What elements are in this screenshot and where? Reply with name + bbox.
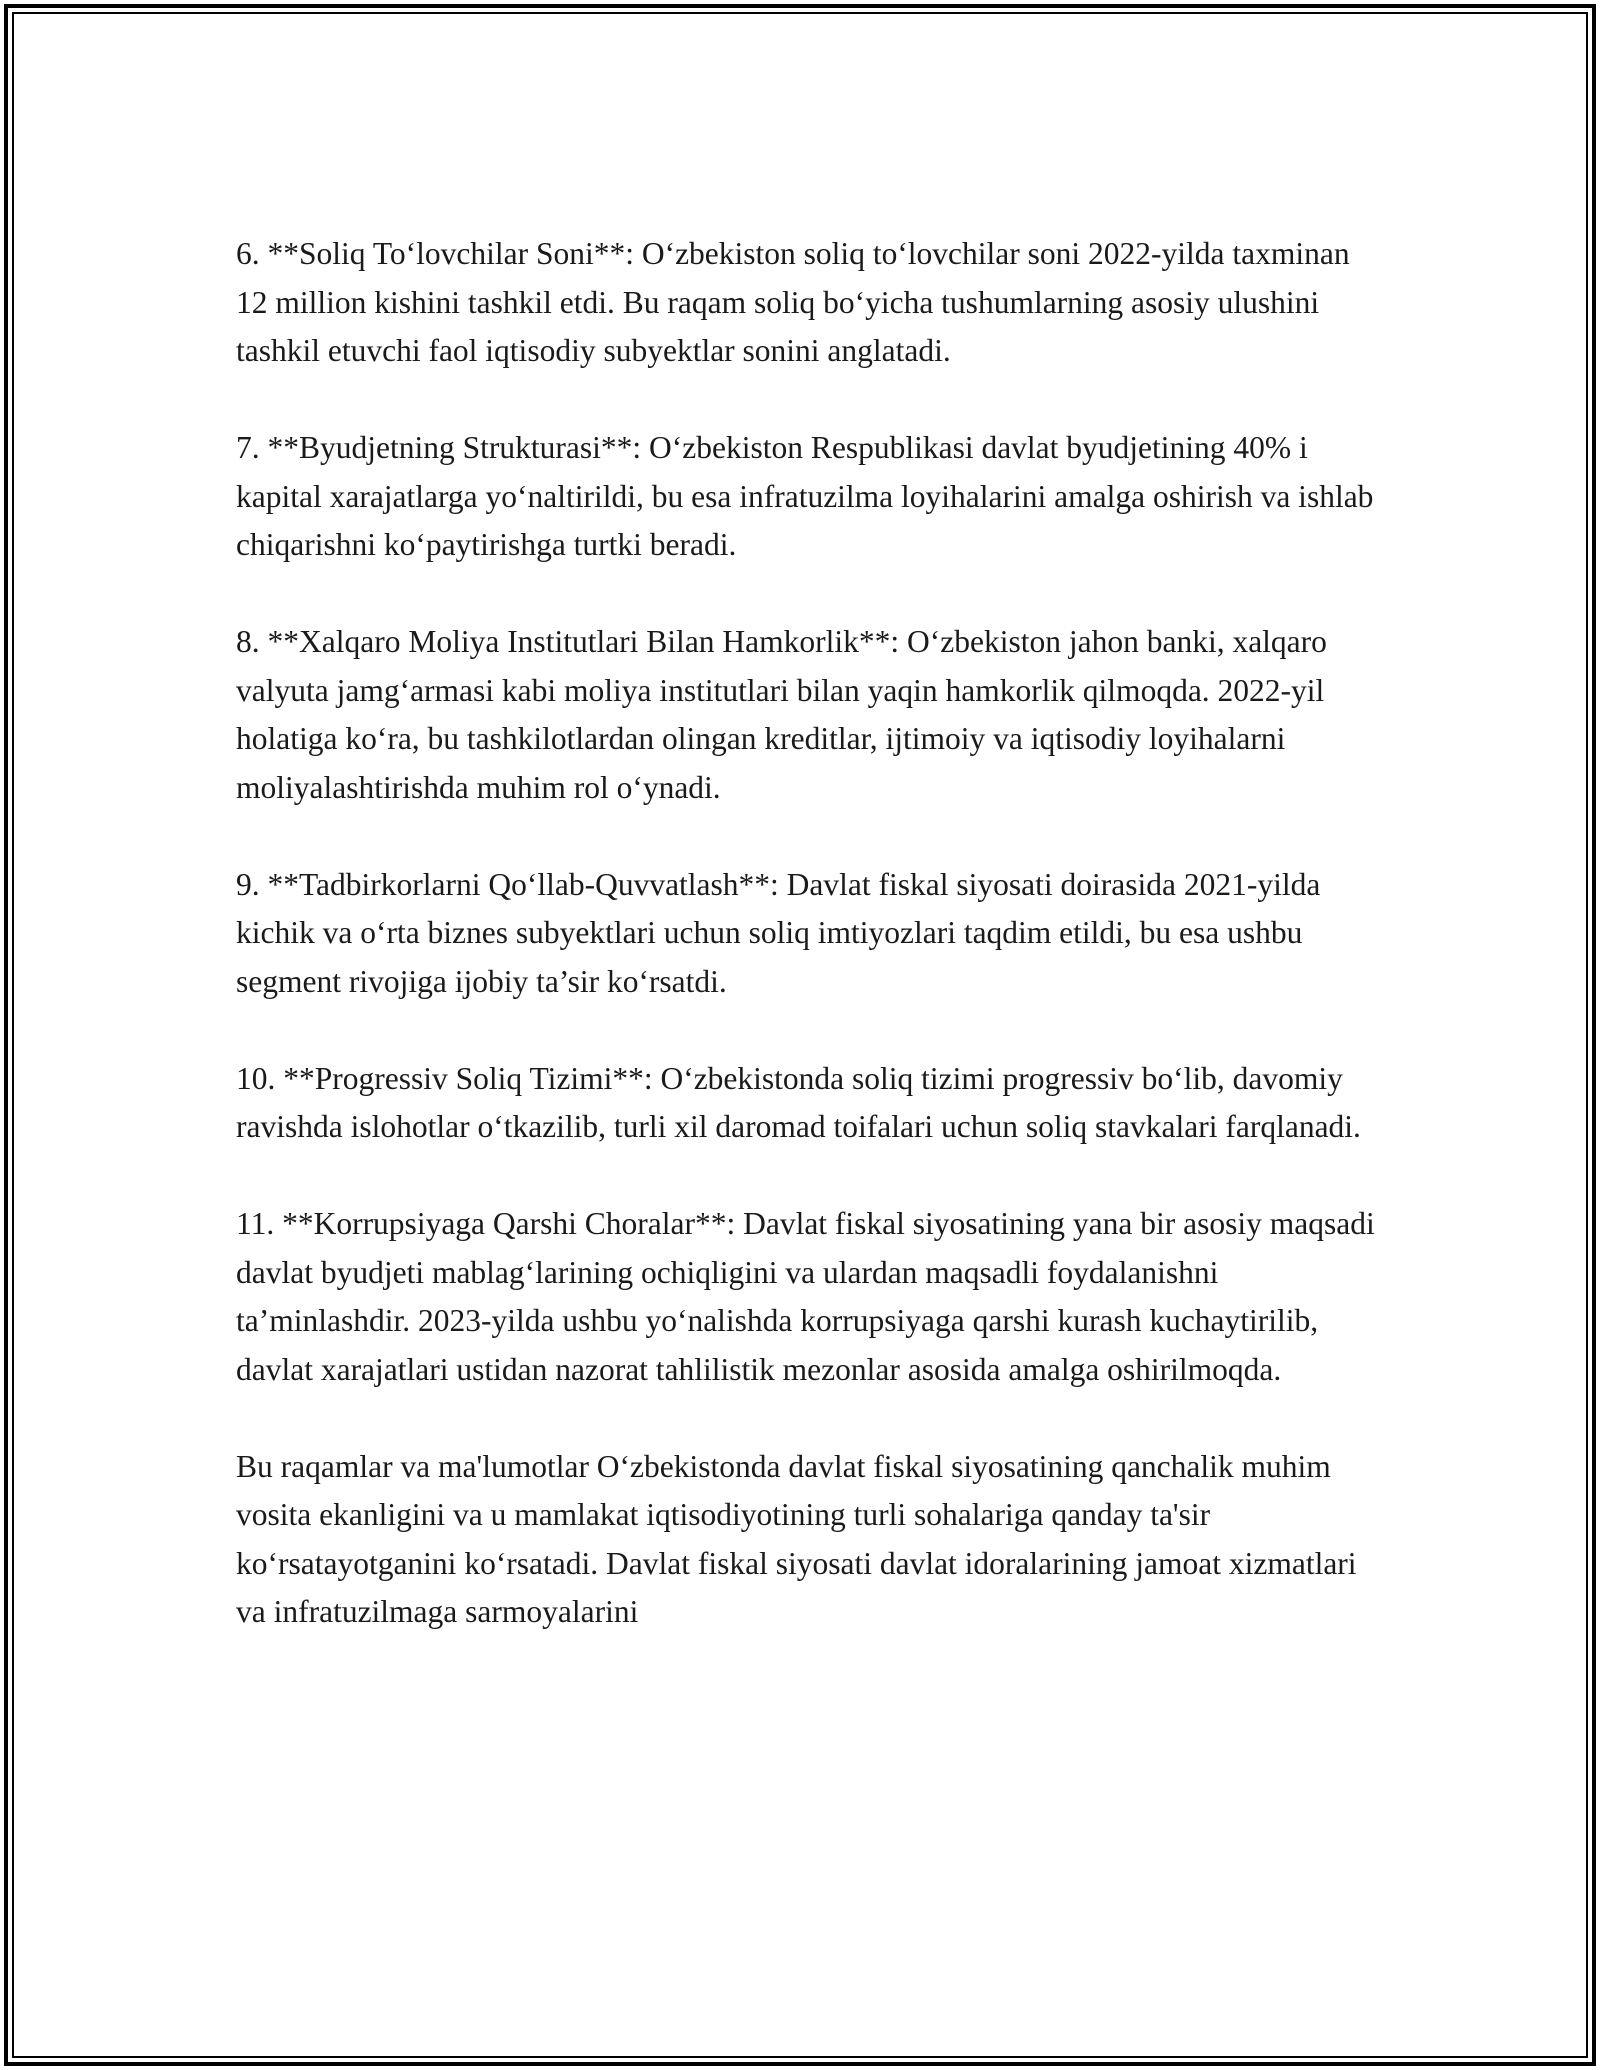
paragraph-byudjetning-strukturasi: 7. **Byudjetning Strukturasi**: O‘zbekiston Respublikasi davlat byudjetining 40% i kapital xarajatlarga yo‘naltirildi, bu esa infratuzilma loyihalarini amalga oshirish va ishlab chiqarishni ko‘paytirishga turtki beradi. [236,430,1374,562]
paragraph-tadbirkorlarni-qollab: 9. **Tadbirkorlarni Qo‘llab-Quvvatlash**: Davlat fiskal siyosati doirasida 2021-yilda kichik va o‘rta biznes subyektlari uchun soliq imtiyozlari taqdim etildi, bu esa ushbu segment rivojiga ijobiy ta’sir ko‘rsatdi. [236,866,1321,999]
paragraph-soliq-tolovchilar-soni: 6. **Soliq To‘lovchilar Soni**: O‘zbekiston soliq to‘lovchilar soni 2022-yilda taxminan 12 million kishini tashkil etdi. Bu raqam soliq bo‘yicha tushumlarning asosiy ulushini tashkil etuvchi faol iqtisodiy subyektlar sonini anglatadi. [236,236,1350,368]
document-body [236,230,1386,1685]
paragraph-xalqaro-moliya-hamkorlik: 8. **Xalqaro Moliya Institutlari Bilan Hamkorlik**: O‘zbekiston jahon banki, xalqaro valyuta jamg‘armasi kabi moliya institutlari bilan yaqin hamkorlik qilmoqda. 2022-yil holatiga ko‘ra, bu tashkilotlardan olingan kreditlar, ijtimoiy va iqtisodiy loyihalarni moliyalashtirishda muhim rol o‘ynadi. [236,624,1327,805]
paragraph-progressiv-soliq-tizimi: 10. **Progressiv Soliq Tizimi**: O‘zbekistonda soliq tizimi progressiv bo‘lib, davomiy ravishda islohotlar o‘tkazilib, turli xil daromad toifalari uchun soliq stavkalari farqlanadi. [236,1060,1361,1144]
paragraph-korrupsiyaga-qarshi: 11. **Korrupsiyaga Qarshi Choralar**: Davlat fiskal siyosatining yana bir asosiy maqsadi davlat byudjeti mablag‘larining ochiqligini va ulardan maqsadli foydalanishni ta’minlashdir. 2023-yilda ushbu yo‘nalishda korrupsiyaga qarshi kurash kuchaytirilib, davlat xarajatlari ustidan nazorat tahlilistik mezonlar asosida amalga oshirilmoqda. [236,1206,1375,1387]
paragraph-conclusion: Bu raqamlar va ma'lumotlar O‘zbekistonda davlat fiskal siyosatining qanchalik muhim vosita ekanligini va u mamlakat iqtisodiyotining turli sohalariga qanday ta'sir ko‘rsatayotganini ko‘rsatadi. Davlat fiskal siyosati davlat idoralarining jamoat xizmatlari va infratuzilmaga sarmoyalarini [236,1448,1357,1629]
